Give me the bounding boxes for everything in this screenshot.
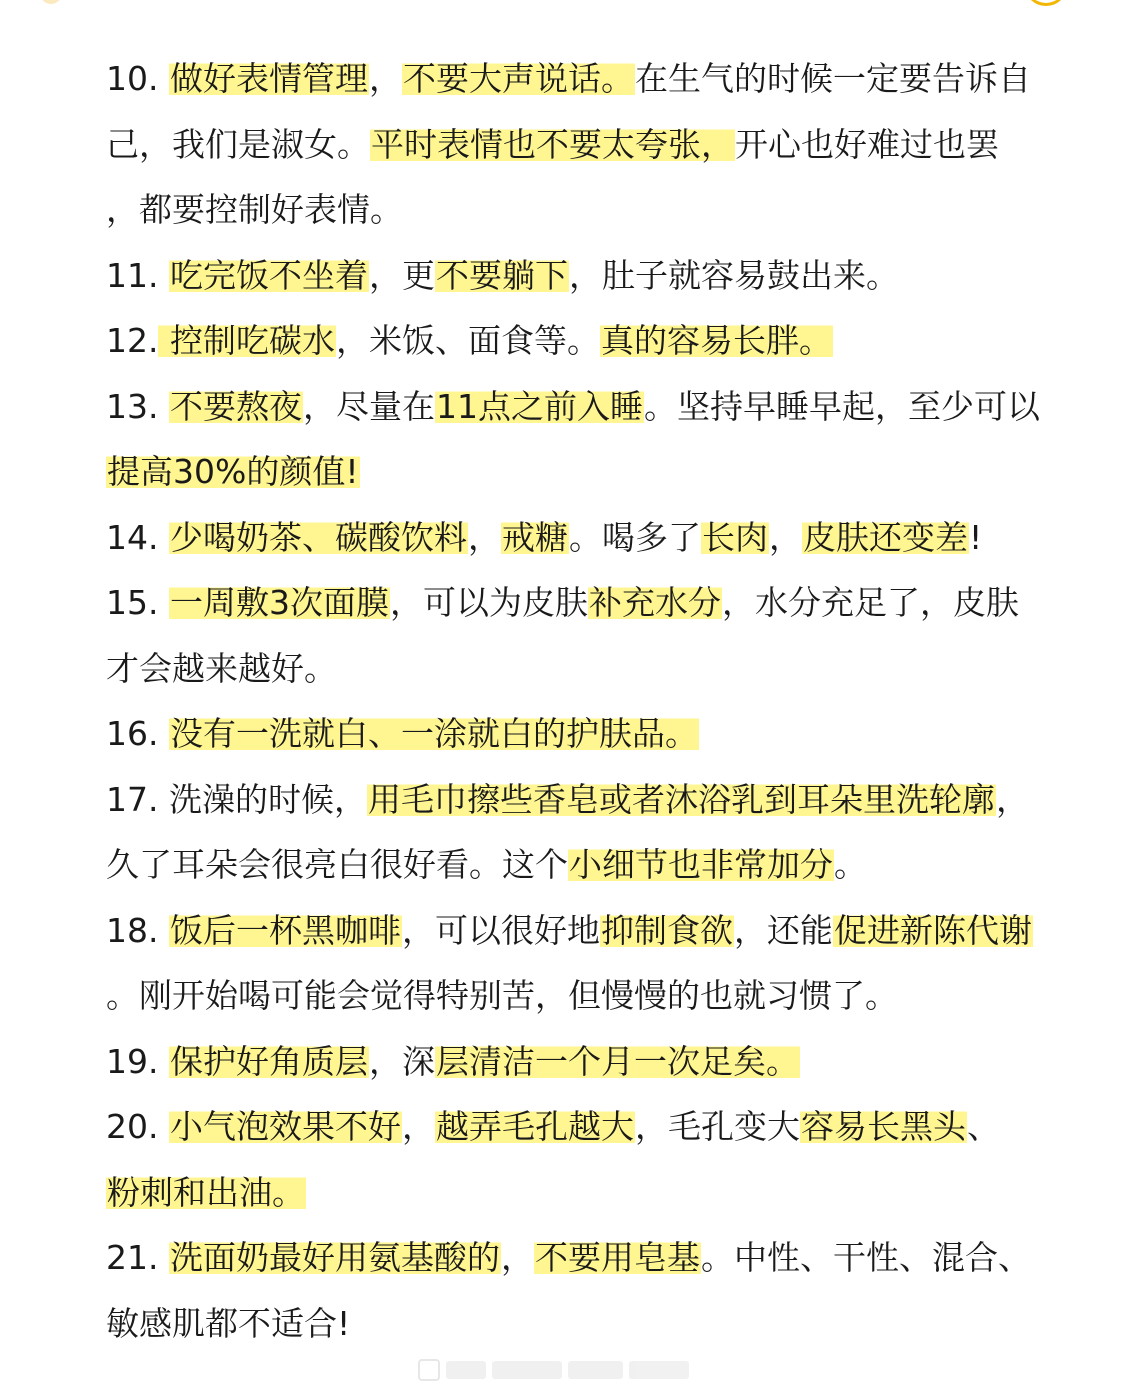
text-line — [106, 963, 1026, 1029]
plain-text: ，肚子就容易鼓出来。 — [568, 255, 899, 295]
plain-text: 、 — [966, 1107, 1000, 1146]
plain-text: ，米饭、面食等。 — [335, 321, 600, 360]
plain-text: 21. — [106, 1238, 169, 1277]
highlighted-text: 没有一洗就白、一涂就白的护肤品。 — [169, 714, 698, 753]
highlighted-text: 11点之前入睡 — [435, 386, 643, 426]
text-line — [106, 177, 1026, 243]
watermark-bar — [629, 1361, 689, 1379]
text-line — [106, 374, 1040, 440]
highlighted-text: 戒糖 — [501, 517, 568, 557]
highlighted-text: 抑制食欲 — [600, 910, 733, 950]
plain-text: ，毛孔变大 — [634, 1107, 800, 1146]
plain-text: ， — [368, 59, 402, 98]
highlighted-text: 平时表情也不要太夸张， — [371, 124, 734, 164]
plain-text: ，深 — [368, 1041, 435, 1081]
highlighted-text: 吃完饭不坐着 — [169, 255, 368, 295]
highlighted-text: 粉刺和出油。 — [107, 1172, 305, 1212]
text-line — [106, 243, 1026, 309]
text-line — [106, 767, 1029, 833]
plain-text: 18. — [106, 910, 169, 950]
plain-text: ， — [500, 1238, 534, 1277]
highlighted-text: 促进新陈代谢 — [833, 910, 1032, 950]
plain-text: 19. — [106, 1041, 169, 1081]
plain-text: 。 — [834, 845, 867, 884]
plain-text: 13. — [106, 386, 169, 426]
plain-text: 己，我们是淑女。 — [106, 124, 370, 164]
highlighted-text: 不要用皂基 — [534, 1238, 700, 1277]
text-line — [106, 898, 1032, 964]
plain-text: 20. — [106, 1107, 169, 1146]
plain-text: 。中性、干性、混合、 — [700, 1238, 1031, 1277]
text-line — [106, 570, 1026, 636]
plain-text: 15. — [106, 583, 169, 622]
plain-text: ，水分充足了，皮肤 — [721, 583, 1019, 622]
highlighted-text: 层清洁一个月一次足矣。 — [435, 1041, 799, 1081]
plain-text: ，尽量在 — [302, 386, 435, 426]
text-line — [106, 112, 1026, 178]
text-line — [106, 1291, 1026, 1357]
highlighted-text: 保护好角质层 — [169, 1041, 368, 1081]
highlighted-text: 少喝奶茶、碳酸饮料 — [169, 517, 467, 557]
highlighted-text: 真的容易长胖。 — [600, 321, 832, 360]
plain-text: 在生气的时候一定要告诉自 — [634, 59, 1031, 98]
plain-text: 11. — [106, 255, 169, 295]
text-line — [106, 701, 1026, 767]
watermark-bar — [568, 1361, 623, 1379]
highlighted-text: 饭后一杯黑咖啡 — [169, 910, 401, 950]
plain-text: 。喝多了 — [568, 517, 701, 557]
highlighted-text: 小细节也非常加分 — [569, 845, 833, 884]
text-line — [106, 46, 1031, 112]
watermark-bar — [446, 1361, 486, 1379]
plain-text: 17. 洗澡的时候， — [106, 779, 367, 819]
plain-text: ， — [467, 517, 501, 557]
text-line — [106, 1160, 1026, 1226]
plain-text: 16. — [106, 714, 169, 753]
text-line — [106, 1225, 1031, 1291]
plain-text: 。坚持早睡早起，至少可以 — [643, 386, 1040, 426]
highlighted-text: 长肉 — [701, 517, 768, 557]
highlighted-text: 控制吃碳水 — [159, 321, 335, 360]
plain-text: 14. — [106, 517, 169, 557]
plain-text: 10. — [106, 59, 169, 98]
plain-text: ，都要控制好表情。 — [106, 190, 403, 229]
highlighted-text: 越弄毛孔越大 — [435, 1107, 634, 1146]
highlighted-text: 不要熬夜 — [169, 386, 302, 426]
plain-text: ， — [995, 779, 1029, 819]
plain-text: ，可以为皮肤 — [389, 583, 588, 622]
highlighted-text: 提高30%的颜值! — [107, 452, 359, 491]
plain-text: ， — [401, 1107, 435, 1146]
highlighted-text: 皮肤还变差 — [802, 517, 968, 557]
plain-text: ，更 — [368, 255, 435, 295]
watermark — [418, 1356, 708, 1384]
text-line — [106, 308, 1026, 374]
plain-text: 开心也好难过也罢 — [735, 124, 999, 164]
text-line — [106, 832, 1026, 898]
text-line — [106, 636, 1026, 702]
highlighted-text: 容易长黑头 — [800, 1107, 966, 1146]
watermark-bar — [492, 1361, 562, 1379]
plain-text: 。刚开始喝可能会觉得特别苦，但慢慢的也就习惯了。 — [106, 976, 898, 1015]
plain-text: ! — [968, 517, 983, 557]
plain-text: 才会越来越好。 — [106, 648, 337, 688]
highlighted-text: 小气泡效果不好 — [169, 1107, 401, 1146]
article-body — [106, 46, 1040, 1356]
highlighted-text: 补充水分 — [588, 583, 721, 622]
text-line — [106, 1029, 1026, 1095]
plain-text: 久了耳朵会很亮白很好看。这个 — [106, 845, 568, 884]
plain-text: ，可以很好地 — [401, 910, 600, 950]
watermark-box-icon — [418, 1359, 440, 1381]
top-strip — [0, 0, 1125, 6]
text-line — [106, 1094, 1026, 1160]
highlighted-text: 不要躺下 — [435, 255, 568, 295]
text-line — [106, 439, 1026, 505]
highlighted-text: 不要大声说话。 — [402, 59, 634, 98]
highlighted-text: 用毛巾擦些香皂或者沐浴乳到耳朵里洗轮廓 — [367, 779, 995, 819]
plain-text: 敏感肌都不适合! — [106, 1303, 351, 1343]
highlighted-text: 洗面奶最好用氨基酸的 — [169, 1238, 500, 1277]
highlighted-text: 一周敷3次面膜 — [169, 583, 389, 622]
plain-text: ，还能 — [733, 910, 833, 950]
plain-text: 12. — [106, 321, 159, 360]
plain-text: ， — [768, 517, 802, 557]
text-line — [106, 505, 1026, 571]
highlighted-text: 做好表情管理 — [169, 59, 368, 98]
